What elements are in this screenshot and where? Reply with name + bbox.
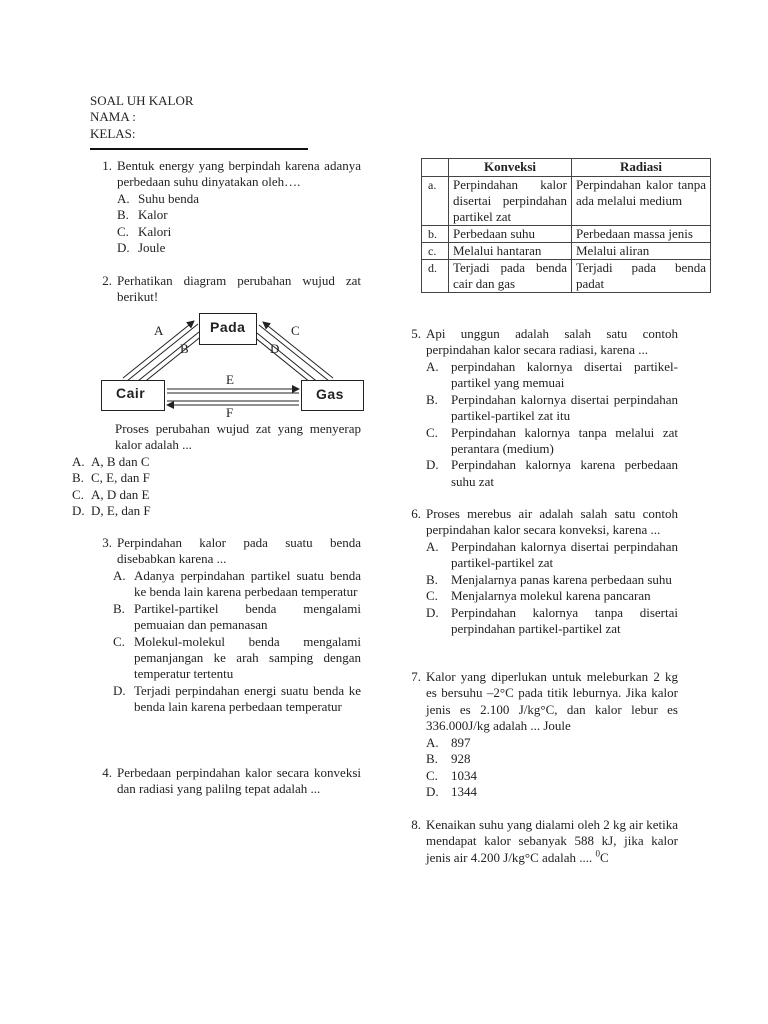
option-c[interactable]: C. A, D dan E — [72, 486, 150, 502]
question-text: Api unggun adalah salah satu contoh perpindahan kalor secara radiasi, karena ... — [426, 326, 678, 358]
question-number: 8. — [411, 817, 421, 832]
table-header-row — [422, 159, 711, 177]
q2-options — [72, 454, 272, 520]
q5-options — [426, 359, 678, 490]
q1-options — [117, 191, 361, 257]
question-number: 4. — [102, 765, 112, 780]
header-empty — [422, 159, 449, 177]
option-a[interactable]: A. Adanya perpindahan partikel suatu benda ke benda lain karena perbedaan temperatur — [113, 568, 361, 600]
question-number: 6. — [411, 506, 421, 521]
label-e: E — [226, 372, 234, 387]
label-b: B — [180, 341, 189, 356]
option-a[interactable]: A. Perpindahan kalornya disertai perpindahan partikel-partikel zat — [426, 539, 678, 571]
option-b[interactable]: B. Perpindahan kalornya disertai perpindahan partikel-partikel zat itu — [426, 391, 678, 424]
question-text: Perpindahan kalor pada suatu benda disebabkan karena ... — [117, 535, 361, 567]
question-number: 7. — [411, 669, 421, 684]
option-b[interactable]: B. C, E, dan F — [72, 470, 150, 486]
option-d[interactable]: D. Terjadi perpindahan energi suatu benda ke benda lain karena perbedaan temperatur — [113, 682, 361, 715]
q7-options — [426, 735, 626, 801]
comparison-table — [421, 158, 711, 293]
unit: C — [599, 849, 609, 865]
label-d: D — [270, 341, 280, 356]
header — [90, 93, 194, 142]
question-text — [426, 817, 678, 866]
q3-options — [113, 568, 361, 716]
label-c: C — [291, 323, 300, 338]
question-text: Bentuk energy yang berpindah karena adanya perbedaan suhu dinyatakan oleh…. — [117, 158, 361, 190]
option-b[interactable]: B. Partikel-partikel benda mengalami pemuaian dan pemanasan — [113, 600, 361, 633]
question-text: Perbedaan perpindahan kalor secara konveksi dan radiasi yang palilng tepat adalah ... — [117, 765, 361, 797]
question-number: 2. — [102, 273, 112, 288]
option-c[interactable]: C. Menjalarnya molekul karena pancaran — [426, 588, 651, 604]
question-text: Proses merebus air adalah salah satu contoh perpindahan kalor secara konveksi, karena ... — [426, 506, 678, 538]
option-c[interactable]: C. 1034 — [426, 767, 477, 783]
header-radiasi: Radiasi — [572, 159, 711, 177]
box-gas: Gas — [301, 380, 364, 411]
option-d[interactable]: D. D, E, dan F — [72, 503, 151, 519]
option-c[interactable]: C. Perpindahan kalornya tanpa melalui zat perantara (medium) — [426, 424, 678, 457]
option-b[interactable]: B. Menjalarnya panas karena perbedaan suhu — [426, 571, 672, 587]
table-row[interactable]: d. Terjadi pada benda cair dan gas Terjadi pada benda padat — [422, 260, 711, 293]
label-f: F — [226, 405, 234, 420]
question-body: Kenaikan suhu yang dialami oleh 2 kg air ketika mendapat kalor sebanyak 588 kJ, jika kalor jenis air 4.200 J/kg°C adalah .... — [426, 817, 678, 865]
option-d[interactable]: D. Joule — [117, 240, 166, 256]
nama-label: NAMA : — [90, 109, 136, 125]
option-b[interactable]: B. 928 — [426, 751, 471, 767]
table-row[interactable]: c. Melalui hantaran Melalui aliran — [422, 243, 711, 260]
question-number: 1. — [102, 158, 112, 173]
header-konveksi: Konveksi — [449, 159, 572, 177]
option-a[interactable]: A. perpindahan kalornya disertai partikel-partikel yang memuai — [426, 359, 678, 391]
option-a[interactable]: A. Suhu benda — [117, 191, 200, 206]
option-a[interactable]: A. 897 — [426, 735, 471, 750]
option-d[interactable]: D. Perpindahan kalornya karena perbedaan suhu zat — [426, 457, 678, 489]
option-d[interactable]: D. 1344 — [426, 784, 477, 800]
doc-title: SOAL UH KALOR — [90, 93, 194, 108]
option-c[interactable]: C. Kalori — [117, 223, 172, 239]
table-row[interactable]: b. Perbedaan suhu Perbedaan massa jenis — [422, 226, 711, 243]
phase-diagram — [95, 310, 365, 425]
q6-options — [426, 539, 678, 637]
option-c[interactable]: C. Molekul-molekul benda mengalami pemanjangan ke arah samping dengan temperatur tertentu — [113, 633, 361, 682]
box-padat: Pada — [199, 313, 257, 345]
question-number: 5. — [411, 326, 421, 341]
question-text: Perhatikan diagram perubahan wujud zat berikut! — [117, 273, 361, 305]
question-text: Kalor yang diperlukan untuk meleburkan 2 kg es bersuhu –2°C pada titik leburnya. Jika kalor jenis es 2.100 J/kg°C, dan kalor lebur es 336.000J/kg adalah ... Joule — [426, 669, 678, 734]
box-cair: Cair — [101, 380, 165, 411]
header-underline — [90, 148, 308, 150]
q2-question-text: Proses perubahan wujud zat yang menyerap kalor adalah ... — [115, 421, 361, 453]
option-a[interactable]: A. A, B dan C — [72, 454, 150, 469]
option-d[interactable]: D. Perpindahan kalornya tanpa disertai perpindahan partikel-partikel zat — [426, 604, 678, 637]
table-row[interactable]: a. Perpindahan kalor disertai perpindahan partikel zat Perpindahan kalor tanpa ada melalui medium — [422, 177, 711, 226]
question-number: 3. — [102, 535, 112, 550]
kelas-label: KELAS: — [90, 125, 136, 141]
label-a: A — [154, 323, 164, 338]
degree-superscript: 0 — [595, 848, 600, 859]
option-b[interactable]: B. Kalor — [117, 207, 168, 223]
